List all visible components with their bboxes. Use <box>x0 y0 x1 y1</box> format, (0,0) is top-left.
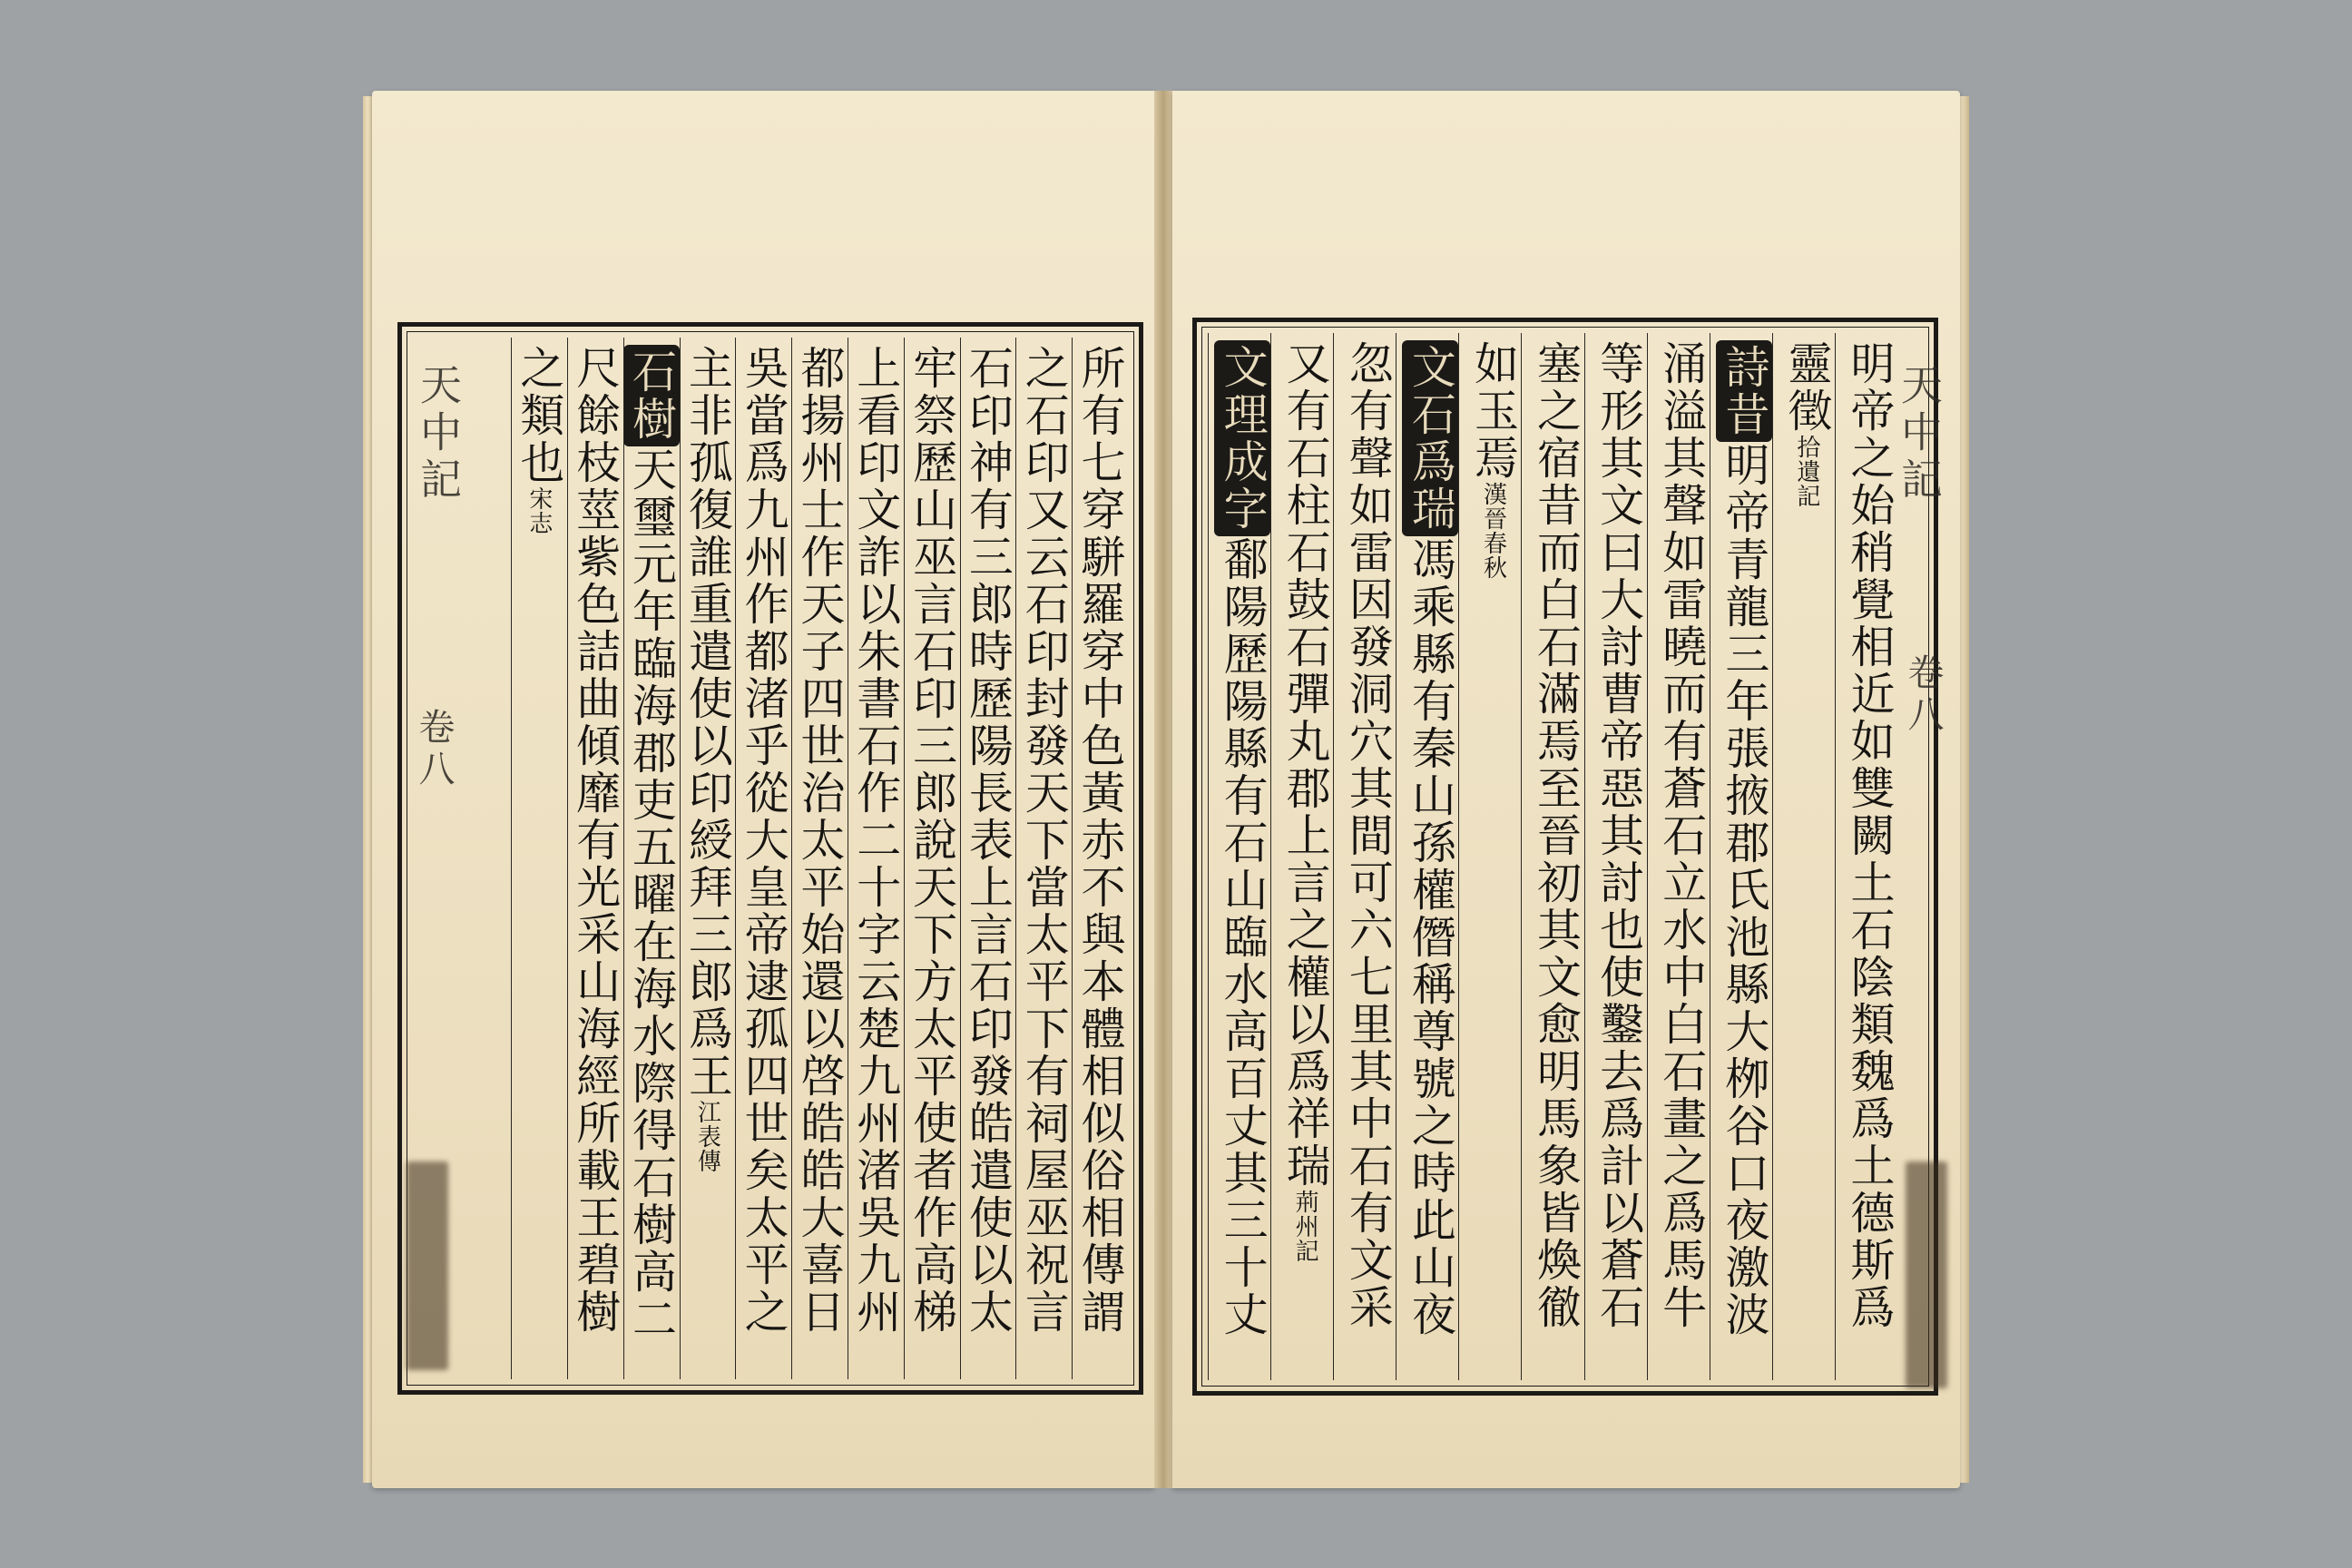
text-column <box>735 338 791 1379</box>
column-text: 靈徵 <box>1780 340 1833 435</box>
book-gutter <box>1154 91 1172 1488</box>
right-margin-title: 天中記 <box>1895 363 1944 505</box>
column-text: 等形其文曰大討曹帝惡其討也使鑿去爲計以蒼石 <box>1592 340 1645 1331</box>
column-text: 如玉焉 <box>1467 340 1520 482</box>
column-text: 鄱陽歷陽縣有石山臨水高百丈其三十丈 <box>1217 536 1269 1338</box>
right-text-columns <box>1208 333 1897 1380</box>
text-column <box>1208 333 1270 1380</box>
left-page-ink-smudge <box>407 1161 448 1370</box>
column-text: 牢祭歷山巫言石印三郎說天下方太平使者作高梯 <box>906 345 958 1336</box>
column-text: 塞之宿昔而白石滿焉至晉初其文愈明馬象皆煥徹 <box>1530 340 1583 1331</box>
source-note: 漢晉春秋 <box>1479 482 1507 580</box>
column-text: 主非孤復誰重遣使以印綬拜三郎爲王 <box>681 345 734 1100</box>
column-text: 明帝之始稍覺相近如雙闕土石陰類魏爲土德斯爲 <box>1844 340 1896 1331</box>
topic-heading-tag: 詩昔 <box>1716 340 1772 442</box>
right-page-ink-smudge <box>1906 1161 1947 1388</box>
left-page <box>372 91 1154 1488</box>
column-text: 天璽元年臨海郡吏五曜在海水際得石樹高二 <box>625 446 678 1343</box>
text-column <box>1015 338 1072 1379</box>
text-column <box>567 338 623 1379</box>
text-column <box>1835 333 1897 1380</box>
source-note: 江表傳 <box>693 1100 721 1173</box>
text-column <box>1396 333 1458 1380</box>
text-column <box>1333 333 1396 1380</box>
text-column <box>960 338 1016 1379</box>
right-juan-label: 卷八 <box>1902 653 1944 737</box>
right-page <box>1172 91 1960 1488</box>
text-column <box>511 338 567 1379</box>
topic-heading-tag: 文石爲瑞 <box>1402 340 1458 536</box>
column-text: 石印神有三郎時歷陽長表上言石印發皓遣使以太 <box>962 345 1014 1336</box>
text-column <box>680 338 736 1379</box>
text-column <box>623 338 680 1379</box>
text-column <box>1072 338 1128 1379</box>
left-margin-title: 天中記 <box>414 363 463 505</box>
column-text: 所有七穿駢羅穿中色黃赤不與本體相似俗相傳謂 <box>1074 345 1126 1336</box>
column-text: 明帝青龍三年張掖郡氏池縣大栁谷口夜激波 <box>1718 442 1770 1338</box>
source-note: 拾遺記 <box>1792 435 1820 508</box>
topic-heading-tag: 石樹 <box>623 345 680 446</box>
text-column <box>1458 333 1521 1380</box>
text-column <box>1270 333 1333 1380</box>
column-text: 之石印又云石印封發天下當太平下有祠屋巫祝言 <box>1018 345 1071 1336</box>
text-column <box>1647 333 1710 1380</box>
column-text: 尺餘枝莖紫色詰曲傾靡有光采山海經所載王碧樹 <box>569 345 622 1336</box>
column-text: 之類也 <box>513 345 565 486</box>
text-column <box>1521 333 1583 1380</box>
text-column <box>1710 333 1772 1380</box>
open-book <box>363 91 1969 1488</box>
column-text: 涌溢其聲如雷曉而有蒼石立水中白石畫之爲馬牛 <box>1655 340 1708 1331</box>
column-text: 吳當爲九州作都渚乎從大皇帝逮孤四世矣太平之 <box>738 345 790 1336</box>
text-column <box>1772 333 1835 1380</box>
text-column <box>791 338 848 1379</box>
text-column <box>904 338 960 1379</box>
right-text-frame <box>1192 318 1938 1396</box>
left-text-columns <box>511 338 1128 1379</box>
source-note: 荊州記 <box>1291 1190 1319 1263</box>
column-text: 忽有聲如雷因發洞穴其間可六七里其中石有文采 <box>1342 340 1395 1331</box>
column-text: 上看印文詐以朱書石作二十字云楚九州渚吳九州 <box>849 345 902 1336</box>
source-note: 宋志 <box>524 486 553 535</box>
column-text: 又有石柱石鼓石彈丸郡上言之權以爲祥瑞 <box>1279 340 1332 1190</box>
left-juan-label: 卷八 <box>413 708 455 791</box>
column-text: 馮乘縣有秦山孫權僭稱尊號之時此山夜 <box>1405 536 1457 1338</box>
text-column <box>848 338 904 1379</box>
text-column <box>1584 333 1647 1380</box>
topic-heading-tag: 文理成字 <box>1214 340 1270 536</box>
left-text-frame <box>397 322 1143 1395</box>
column-text: 都揚州士作天子四世治太平始還以啓皓皓大喜日 <box>793 345 846 1336</box>
